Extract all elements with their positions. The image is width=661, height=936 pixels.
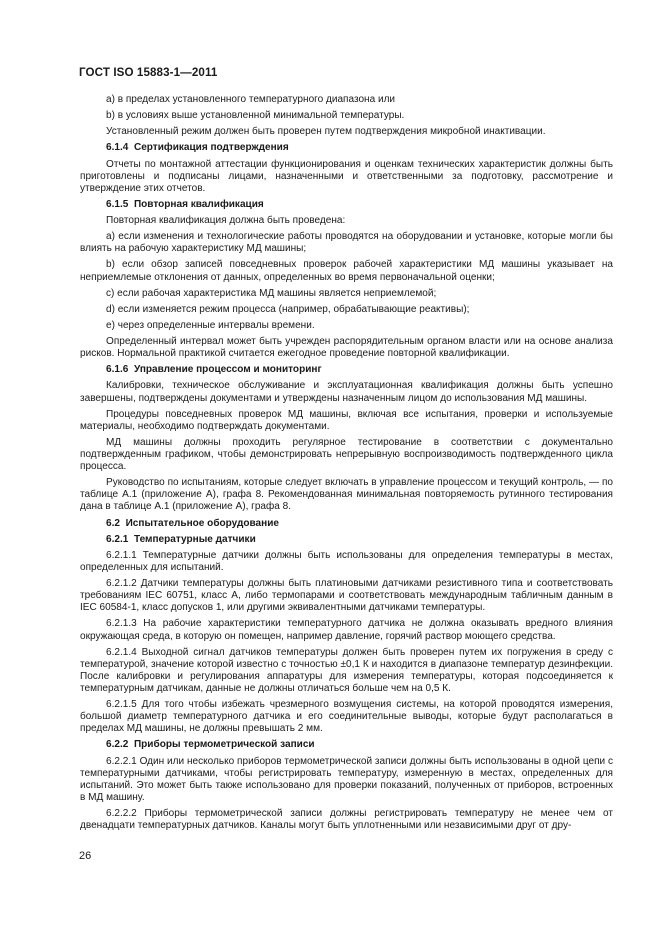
section-heading <box>80 739 613 751</box>
body-paragraph: 6.2.2.1 Один или несколько приборов термометрической записи должны быть использованы в одной цепи с температурными датчиками, чтобы регистрировать температуру, измеренную в местах, определенных для испытаний. Это может быть также использовано для проверки показаний, полученных от приборов, встроенных в МД машину. <box>80 755 613 803</box>
body-paragraph: 6.2.1.5 Для того чтобы избежать чрезмерного возмущения системы, на которой проводятся измерения, большой диаметр температурного датчика и его соединительные выводы, которые будут располагаться в пределах МД машины, не должны превышать 2 мм. <box>80 699 613 735</box>
section-title: Испытательное оборудование <box>125 517 279 529</box>
document-header: ГОСТ ISO 15883-1—2011 <box>79 66 218 79</box>
body-paragraph: 6.2.1.2 Датчики температуры должны быть платиновыми датчиками резистивного типа и соответствовать требованиям IEC 60751, класс А, либо термопарами и соответствовать международным табличным данным в IEC 60584-1, класс допусков 1, или другими эквивалентными датчиками температуры. <box>80 578 613 614</box>
section-title: Сертификация подтверждения <box>133 142 289 154</box>
section-number: 6.1.6 <box>106 364 129 376</box>
body-paragraph: 6.2.1.3 На рабочие характеристики температурного датчика не должна оказывать вредного влияния окружающая среда, в которую он помещен, например давление, горячий раствор моющего средства. <box>80 618 613 642</box>
body-paragraph: a) в пределах установленного температурного диапазона или <box>106 94 396 105</box>
page-number: 26 <box>79 850 92 862</box>
body-paragraph: 6.2.1.1 Температурные датчики должны быть использованы для определения температуры в местах, определенных для испытаний. <box>80 549 613 573</box>
section-number: 6.2.1 <box>106 533 129 545</box>
body-paragraph: a) если изменения и технологические работы проводятся на оборудовании и установке, которые могли бы влиять на рабочую характеристику МД машины; <box>80 231 613 255</box>
section-heading <box>80 142 613 154</box>
section-heading <box>80 518 613 530</box>
body-paragraph: b) в условиях выше установленной минимальной температуры. <box>106 110 405 122</box>
section-heading <box>80 199 613 211</box>
section-number: 6.2 <box>106 517 120 529</box>
section-number: 6.2.2 <box>106 739 129 751</box>
body-paragraph: МД машины должны проходить регулярное тестирование в соответствии с документально подтвержденным графиком, чтобы демонстрировать непрерывную воспроизводимость подтвержденного цикла процесса. <box>80 436 613 473</box>
body-paragraph: d) если изменяется режим процесса (например, обрабатывающие реактивы); <box>106 303 470 315</box>
section-number: 6.1.5 <box>106 198 129 210</box>
body-paragraph: b) если обзор записей повседневных проверок рабочей характеристики МД машины указывает на неприемлемые отклонения от данных, определенных во время первоначальной оценки; <box>80 259 613 283</box>
section-heading <box>80 534 613 546</box>
body-paragraph: Процедуры повседневных проверок МД машины, включая все испытания, проверки и используемые материалы, необходимо подтверждать документами. <box>80 408 613 432</box>
body-paragraph: Отчеты по монтажной аттестации функционирования и оценкам технических характеристик должны быть приготовлены и подписаны лицами, назначенными и ответственными за подготовку, рассмотрение и утверждение этих отчетов. <box>80 158 613 194</box>
body-paragraph: Руководство по испытаниям, которые следует включать в управление процессом и текущий контроль, — по таблице А.1 (приложение А), графа 8. Рекомендованная минимальная повторяемость рутинного тестирования дана в таблице А.1 (приложение А), графа 8. <box>80 477 613 513</box>
section-title: Температурные датчики <box>133 533 256 545</box>
body-paragraph: 6.2.2.2 Приборы термометрической записи должны регистрировать температуру не менее чем от двенадцати температурных датчиков. Каналы могут быть уплотненными или независимыми друг от дру- <box>80 807 613 832</box>
body-paragraph: c) если рабочая характеристика МД машины является неприемлемой; <box>106 287 437 299</box>
body-paragraph: 6.2.1.4 Выходной сигнал датчиков температуры должен быть проверен путем их погружения в среду с температурой, значение которой известно с точностью ±0,1 К и находится в диапазоне температур дезинфекции. После калибровки и регулирования аппаратуры для измерения температуры, которая подсоединяется к температурным датчикам, данные не должны отличаться больше чем на 0,5 К. <box>80 646 613 694</box>
document-body <box>80 94 613 836</box>
body-paragraph: e) через определенные интервалы времени. <box>106 319 315 331</box>
section-title: Повторная квалификация <box>133 198 264 210</box>
body-paragraph: Калибровки, техническое обслуживание и эксплуатационная квалификация должны быть успешно завершены, подтверждены документами и утверждены назначенным лицом до использования МД машины. <box>80 380 613 404</box>
section-heading <box>80 364 613 376</box>
body-paragraph: Повторная квалификация должна быть проведена: <box>106 215 346 227</box>
section-title: Приборы термометрической записи <box>133 739 315 751</box>
body-paragraph: Установленный режим должен быть проверен путем подтверждения микробной инактивации. <box>106 126 546 138</box>
body-paragraph: Определенный интервал может быть учрежден распорядительным органом власти или на основе анализа рисков. Нормальной практикой считается ежегодное проведение повторной квалификации. <box>80 336 613 360</box>
section-title: Управление процессом и мониторинг <box>133 364 322 376</box>
section-number: 6.1.4 <box>106 142 129 154</box>
